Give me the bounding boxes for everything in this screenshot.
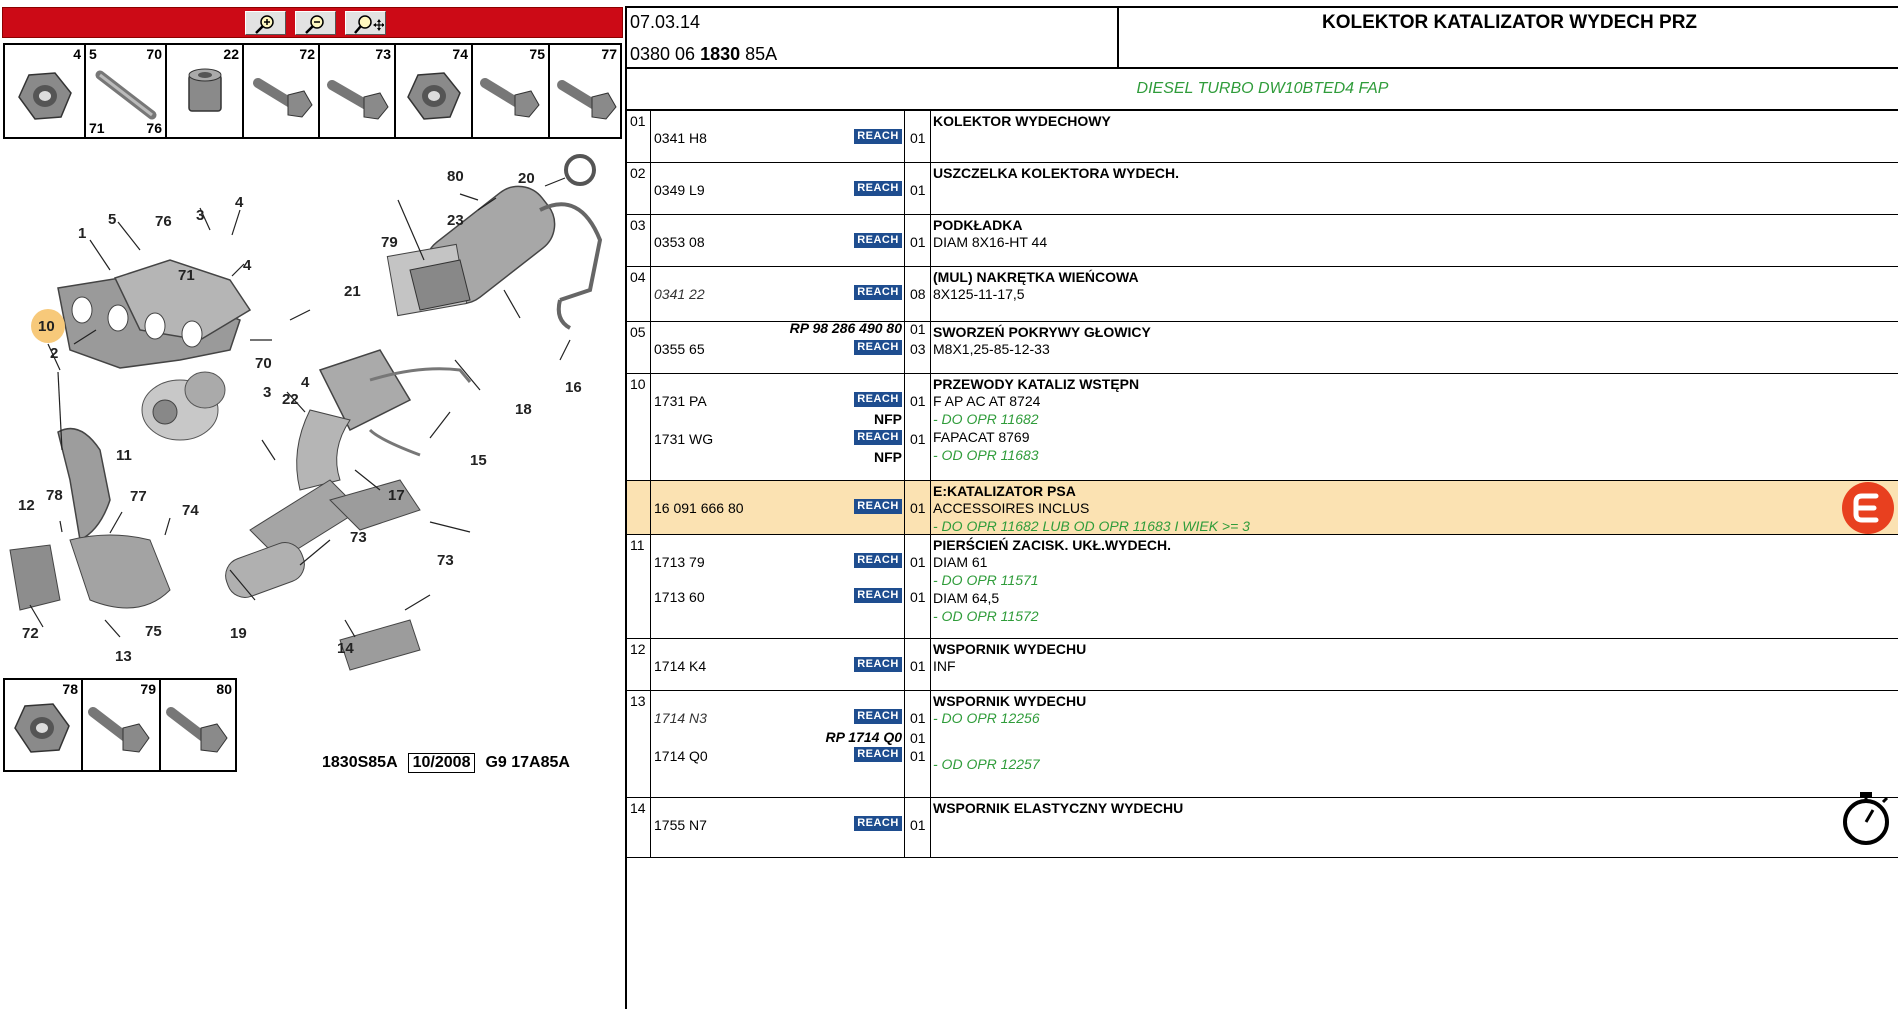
row-index xyxy=(627,481,651,534)
row-quantities xyxy=(905,163,931,214)
nfp-flag: NFP xyxy=(874,411,902,427)
diagram-panel xyxy=(0,0,625,1009)
part-quantity: 01 xyxy=(910,182,926,198)
callout-4c[interactable]: 4 xyxy=(301,374,310,391)
row-index: 11 xyxy=(627,535,651,638)
applicability-note: - DO OPR 12256 xyxy=(933,710,1040,726)
zoom-pan-button[interactable] xyxy=(345,11,386,35)
callout-76[interactable]: 76 xyxy=(155,213,172,230)
callout-14[interactable]: 14 xyxy=(337,640,354,657)
callout-17[interactable]: 17 xyxy=(388,487,405,504)
zoom-out-button[interactable] xyxy=(295,11,336,35)
thumb-label: 76 xyxy=(146,120,162,136)
part-detail: ACCESSOIRES INCLUS xyxy=(933,500,1090,516)
part-detail: 8X125-11-17,5 xyxy=(933,286,1025,302)
part-reference[interactable]: 1731 WG xyxy=(654,431,714,447)
thumb-label: 73 xyxy=(375,46,391,62)
table-row[interactable] xyxy=(627,535,1898,639)
part-reference[interactable]: 1714 K4 xyxy=(654,658,707,674)
part-title: PRZEWODY KATALIZ WSTĘPN xyxy=(933,376,1140,392)
thumb-label: 78 xyxy=(62,681,78,697)
part-detail: DIAM 8X16-HT 44 xyxy=(933,234,1048,250)
part-title: SWORZEŃ POKRYWY GŁOWICY xyxy=(933,324,1151,340)
row-references xyxy=(651,163,905,214)
callout-71[interactable]: 71 xyxy=(178,267,195,284)
zoom-in-button[interactable] xyxy=(245,11,286,35)
applicability-note: - OD OPR 12257 xyxy=(933,756,1040,772)
thumb-label: 70 xyxy=(146,46,162,62)
table-row[interactable] xyxy=(627,322,1898,374)
reach-badge: REACH xyxy=(854,233,902,248)
reach-badge: REACH xyxy=(854,657,902,672)
nut-icon xyxy=(5,45,84,137)
zoom-out-icon xyxy=(304,14,328,34)
figure-date: 10/2008 xyxy=(408,753,476,773)
diagram-footer xyxy=(322,752,622,774)
row-references xyxy=(651,535,905,638)
table-row[interactable] xyxy=(627,798,1898,858)
callout-18[interactable]: 18 xyxy=(515,401,532,418)
thumb-label: 4 xyxy=(73,46,81,62)
row-index: 14 xyxy=(627,798,651,857)
catalyst-drawing xyxy=(221,350,410,602)
row-index: 04 xyxy=(627,267,651,321)
reach-badge: REACH xyxy=(854,430,902,445)
callout-72[interactable]: 72 xyxy=(22,625,39,642)
part-quantity: 01 xyxy=(910,431,926,447)
reach-badge: REACH xyxy=(854,340,902,355)
part-quantity: 01 xyxy=(910,658,926,674)
reach-badge: REACH xyxy=(854,747,902,762)
row-description xyxy=(931,322,1898,373)
row-references xyxy=(651,267,905,336)
thumb-part-72[interactable] xyxy=(244,45,320,137)
replacement-reference[interactable]: RP 1714 Q0 xyxy=(825,729,902,745)
table-row[interactable] xyxy=(627,163,1898,215)
thumb-label: 5 xyxy=(89,46,97,62)
part-quantity: 01 xyxy=(910,817,926,833)
callout-70[interactable]: 70 xyxy=(255,355,272,372)
row-quantities xyxy=(905,639,931,690)
thumb-part-78[interactable] xyxy=(5,680,83,770)
thumb-label: 71 xyxy=(89,120,105,136)
callout-16[interactable]: 16 xyxy=(565,379,582,396)
callout-11[interactable]: 11 xyxy=(116,447,132,464)
part-reference[interactable]: 1755 N7 xyxy=(654,817,707,833)
part-title: KOLEKTOR WYDECHOWY xyxy=(933,113,1111,129)
row-quantities xyxy=(905,535,931,638)
thumb-part-74[interactable] xyxy=(396,45,473,137)
reach-badge: REACH xyxy=(854,392,902,407)
callout-3[interactable]: 3 xyxy=(196,207,205,224)
stopwatch-icon[interactable] xyxy=(1840,790,1892,851)
callout-13[interactable]: 13 xyxy=(115,648,132,665)
part-title: PIERŚCIEŃ ZACISK. UKŁ.WYDECH. xyxy=(933,537,1172,553)
callout-2[interactable]: 2 xyxy=(50,345,59,362)
part-reference[interactable]: 0341 22 xyxy=(654,286,705,302)
thumb-part-4[interactable] xyxy=(5,45,86,137)
nfp-flag: NFP xyxy=(874,449,902,465)
row-index: 01 xyxy=(627,111,651,162)
part-reference[interactable]: 0353 08 xyxy=(654,234,705,250)
callout-12[interactable]: 12 xyxy=(18,497,35,514)
part-title: E:KATALIZATOR PSA xyxy=(933,483,1076,499)
figure-code: G9 17A85A xyxy=(485,754,570,771)
row-description xyxy=(931,535,1898,638)
table-row[interactable] xyxy=(627,215,1898,267)
callout-3b[interactable]: 3 xyxy=(263,384,272,401)
table-row[interactable] xyxy=(627,111,1898,163)
callout-80[interactable]: 80 xyxy=(447,168,464,185)
row-description xyxy=(931,215,1898,266)
row-description xyxy=(931,798,1898,857)
row-description xyxy=(931,691,1898,797)
callout-22[interactable]: 22 xyxy=(282,391,299,408)
applicability-note: - DO OPR 11682 xyxy=(933,411,1039,427)
thumb-part-77[interactable] xyxy=(550,45,620,137)
code-suffix: 85A xyxy=(745,44,778,64)
callout-21[interactable]: 21 xyxy=(344,283,361,300)
part-detail: INF xyxy=(933,658,956,674)
row-references xyxy=(651,111,905,162)
reach-badge: REACH xyxy=(854,285,902,300)
part-quantity: 01 xyxy=(910,393,926,409)
part-title: WSPORNIK WYDECHU xyxy=(933,641,1087,657)
thumb-part-80[interactable] xyxy=(161,680,235,770)
zoom-pan-icon xyxy=(354,14,384,34)
row-index: 03 xyxy=(627,215,651,266)
row-references xyxy=(651,215,905,266)
part-quantity: 01 xyxy=(910,130,926,146)
row-index: 13 xyxy=(627,691,651,797)
reach-badge: REACH xyxy=(854,499,902,514)
part-quantity: 03 xyxy=(910,341,926,357)
row-description xyxy=(931,481,1898,534)
callout-75[interactable]: 75 xyxy=(145,623,162,640)
thumb-part-79[interactable] xyxy=(83,680,161,770)
thumb-part-73[interactable] xyxy=(320,45,396,137)
callout-4b[interactable]: 4 xyxy=(243,257,252,274)
part-quantity: 01 xyxy=(910,748,926,764)
part-detail: F AP AC AT 8724 xyxy=(933,393,1041,409)
parts-table xyxy=(627,111,1898,858)
part-quantity: 01 xyxy=(910,500,926,516)
part-title: WSPORNIK WYDECHU xyxy=(933,693,1087,709)
thumb-label: 80 xyxy=(216,681,232,697)
part-quantity: 08 xyxy=(910,286,926,302)
table-row[interactable] xyxy=(627,691,1898,798)
catalogue-code xyxy=(630,44,777,65)
row-index: 02 xyxy=(627,163,651,214)
table-row[interactable] xyxy=(627,481,1898,535)
row-references xyxy=(651,639,905,690)
callout-5[interactable]: 5 xyxy=(108,211,117,228)
row-quantities xyxy=(905,691,931,797)
fasteners-thumbnail-strip xyxy=(3,43,622,139)
row-quantities xyxy=(905,374,931,480)
reach-badge: REACH xyxy=(854,709,902,724)
row-references xyxy=(651,798,905,857)
callout-77[interactable]: 77 xyxy=(130,488,147,505)
catalogue-date: 07.03.14 xyxy=(630,12,701,32)
part-title: WSPORNIK ELASTYCZNY WYDECHU xyxy=(933,800,1184,816)
thumb-part-5-70-71-76[interactable] xyxy=(86,45,167,137)
part-detail: DIAM 61 xyxy=(933,554,988,570)
code-prefix: 0380 06 xyxy=(630,44,696,64)
part-quantity: 01 xyxy=(910,321,926,337)
turbocharger-drawing xyxy=(142,372,225,440)
code-bold: 1830 xyxy=(700,44,741,64)
row-quantities xyxy=(905,215,931,266)
header-info xyxy=(627,8,1119,69)
row-references xyxy=(651,322,905,373)
row-index: 05 xyxy=(627,322,651,373)
callout-78[interactable]: 78 xyxy=(46,487,63,504)
part-title: USZCZELKA KOLEKTORA WYDECH. xyxy=(933,165,1180,181)
part-reference[interactable]: 1731 PA xyxy=(654,393,707,409)
thumb-label: 72 xyxy=(299,46,315,62)
callout-73b[interactable]: 73 xyxy=(437,552,454,569)
row-index: 10 xyxy=(627,374,651,480)
row-references xyxy=(651,481,905,534)
row-description xyxy=(931,111,1898,162)
engine-variant: DIESEL TURBO DW10BTED4 FAP xyxy=(627,69,1898,111)
figure-ref: 1830S85A xyxy=(322,754,398,771)
part-quantity: 01 xyxy=(910,730,926,746)
part-detail: DIAM 64,5 xyxy=(933,590,1000,606)
row-quantities xyxy=(905,267,931,337)
callout-23[interactable]: 23 xyxy=(447,212,464,229)
applicability-note: - DO OPR 11571 xyxy=(933,572,1039,588)
exploded-parts-diagram xyxy=(0,150,625,690)
thumb-label: 22 xyxy=(223,46,239,62)
part-reference[interactable]: 0341 H8 xyxy=(654,130,707,146)
row-description xyxy=(931,639,1898,690)
thumb-label: 75 xyxy=(529,46,545,62)
thumb-part-22[interactable] xyxy=(167,45,244,137)
reach-badge: REACH xyxy=(854,181,902,196)
parts-list-panel xyxy=(625,6,1898,1009)
callout-20[interactable]: 20 xyxy=(518,170,535,187)
replacement-reference[interactable]: RP 98 286 490 80 xyxy=(789,320,902,336)
part-reference[interactable]: 1714 N3 xyxy=(654,710,707,726)
fasteners-thumbnail-strip-bottom xyxy=(3,678,237,772)
applicability-note: - OD OPR 11572 xyxy=(933,608,1039,624)
row-quantities xyxy=(905,481,931,534)
exhaust-manifold-drawing xyxy=(58,260,250,368)
part-detail: FAPACAT 8769 xyxy=(933,429,1030,445)
table-row[interactable] xyxy=(627,639,1898,691)
callout-73[interactable]: 73 xyxy=(350,529,367,546)
row-description xyxy=(931,267,1898,321)
part-reference[interactable]: 0349 L9 xyxy=(654,182,705,198)
row-description xyxy=(931,374,1898,480)
part-title: PODKŁADKA xyxy=(933,217,1023,233)
part-quantity: 01 xyxy=(910,234,926,250)
applicability-note: - DO OPR 11682 LUB OD OPR 11683 I WIEK >= 3 xyxy=(933,518,1250,534)
row-quantities xyxy=(905,111,931,162)
row-quantities xyxy=(905,798,931,857)
callout-79[interactable]: 79 xyxy=(381,234,398,251)
zoom-in-icon xyxy=(254,14,278,34)
part-reference[interactable]: 1714 Q0 xyxy=(654,748,708,764)
thumb-label: 74 xyxy=(452,46,468,62)
reach-badge: REACH xyxy=(854,129,902,144)
reach-badge: REACH xyxy=(854,588,902,603)
callout-10[interactable]: 10 xyxy=(38,318,55,335)
part-reference[interactable]: 1713 60 xyxy=(654,589,705,605)
part-reference[interactable]: 16 091 666 80 xyxy=(654,500,744,516)
particulate-filter-drawing xyxy=(387,156,600,328)
callout-19[interactable]: 19 xyxy=(230,625,247,642)
part-quantity: 01 xyxy=(910,554,926,570)
part-title: (MUL) NAKRĘTKA WIEŃCOWA xyxy=(933,269,1139,285)
pre-catalyst-pipe-drawing xyxy=(10,429,170,610)
part-reference[interactable]: 1713 79 xyxy=(654,554,705,570)
parts-header xyxy=(627,6,1898,69)
row-description xyxy=(931,163,1898,214)
thumb-part-75[interactable] xyxy=(473,45,550,137)
part-detail: M8X1,25-85-12-33 xyxy=(933,341,1050,357)
applicability-note: - OD OPR 11683 xyxy=(933,447,1039,463)
callout-1[interactable]: 1 xyxy=(78,225,87,242)
row-quantities xyxy=(905,322,931,373)
row-references xyxy=(651,691,905,797)
table-row[interactable] xyxy=(627,374,1898,481)
part-quantity: 01 xyxy=(910,710,926,726)
reach-badge: REACH xyxy=(854,553,902,568)
zoom-toolbar xyxy=(2,7,623,38)
callout-15[interactable]: 15 xyxy=(470,452,487,469)
callout-4[interactable]: 4 xyxy=(235,194,244,211)
e-catalogue-icon[interactable] xyxy=(1842,482,1894,534)
thumb-label: 79 xyxy=(140,681,156,697)
row-index: 12 xyxy=(627,639,651,690)
page-title: KOLEKTOR KATALIZATOR WYDECH PRZ xyxy=(1321,12,1698,33)
reach-badge: REACH xyxy=(854,816,902,831)
part-quantity: 01 xyxy=(910,589,926,605)
part-reference[interactable]: 0355 65 xyxy=(654,341,705,357)
thumb-label: 77 xyxy=(601,46,617,62)
row-references xyxy=(651,374,905,480)
callout-74[interactable]: 74 xyxy=(182,502,199,519)
